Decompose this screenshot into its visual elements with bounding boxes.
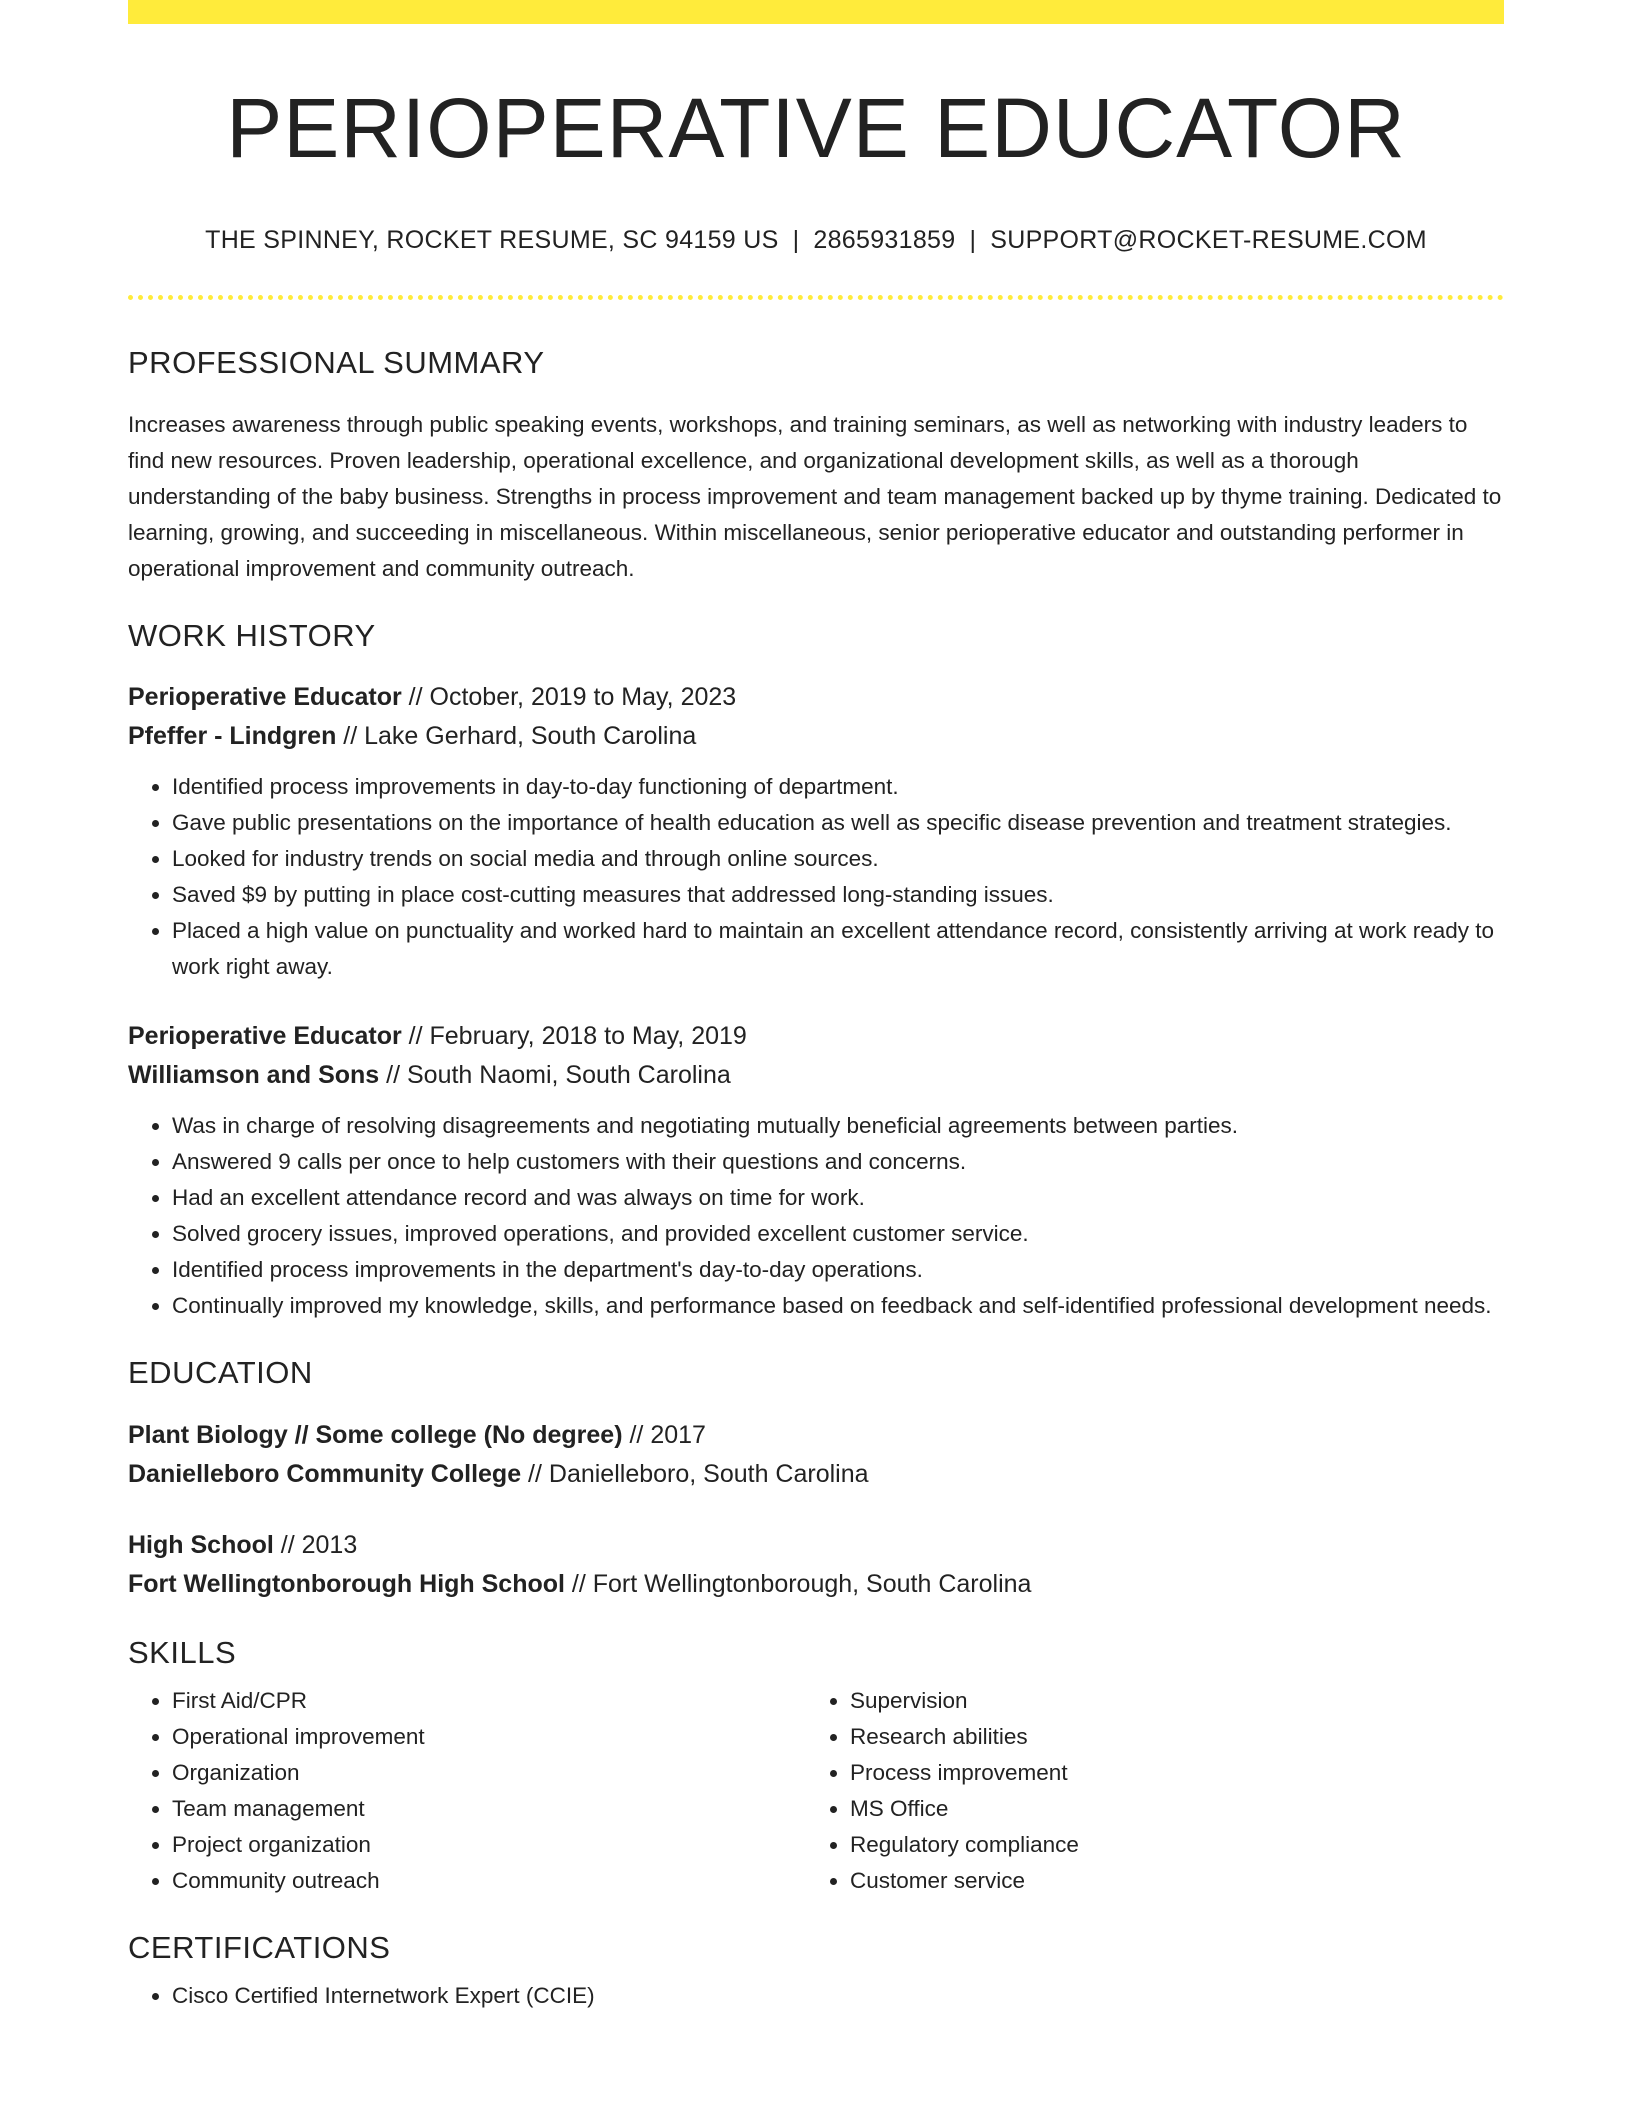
job-entry — [128, 1017, 1504, 1324]
job-company: Pfeffer - Lindgren — [128, 722, 337, 751]
education-location: // Danielleboro, South Carolina — [521, 1459, 869, 1488]
education-degree: Plant Biology // Some college (No degree) — [128, 1420, 623, 1449]
job-dates: // February, 2018 to May, 2019 — [401, 1022, 747, 1051]
education-entry — [128, 1416, 1504, 1494]
education-degree-line — [128, 1526, 1504, 1565]
job-bullet: • Identified process improvements in the department's day-to-day operations. — [172, 1252, 1504, 1288]
job-bullet: • Identified process improvements in day-to-day functioning of department. — [172, 769, 1504, 805]
contact-separator: | — [969, 226, 977, 254]
job-title-line — [128, 1017, 1504, 1056]
resume-name: PERIOPERATIVE EDUCATOR — [226, 81, 1406, 175]
job-location: // Lake Gerhard, South Carolina — [336, 722, 697, 751]
skill-item: • Project organization — [172, 1827, 806, 1863]
resume-page — [128, 0, 1504, 2014]
job-location: // South Naomi, South Carolina — [379, 1061, 731, 1090]
skills-heading: SKILLS — [128, 1634, 237, 1670]
contact-separator: | — [792, 226, 800, 254]
education-location: // Fort Wellingtonborough, South Carolina — [564, 1569, 1032, 1598]
job-bullet: • Looked for industry trends on social media and through online sources. — [172, 841, 1504, 877]
contact-address: THE SPINNEY, ROCKET RESUME, SC 94159 US — [205, 226, 779, 254]
education-school: Fort Wellingtonborough High School — [128, 1569, 565, 1598]
job-bullet: • Continually improved my knowledge, skills, and performance based on feedback and self-identified professional development needs. — [172, 1288, 1504, 1324]
skill-item: • Research abilities — [850, 1719, 1484, 1755]
education-year: // 2013 — [273, 1530, 358, 1559]
contact-email: SUPPORT@ROCKET-RESUME.COM — [990, 226, 1427, 254]
skills-columns — [128, 1683, 1504, 1899]
skill-item: • First Aid/CPR — [172, 1683, 806, 1719]
education-school: Danielleboro Community College — [128, 1459, 522, 1488]
job-bullet: • Placed a high value on punctuality and worked hard to maintain an excellent attendance record, consistently arriving at work ready to work right away. — [172, 913, 1504, 985]
education-school-line — [128, 1565, 1504, 1604]
dotted-divider — [128, 295, 1504, 300]
job-company-line — [128, 717, 1504, 756]
education-heading: EDUCATION — [128, 1355, 313, 1391]
education-year: // 2017 — [622, 1420, 706, 1449]
certification-item: • Cisco Certified Internetwork Expert (CCIE) — [172, 1978, 1504, 2014]
education-school-line — [128, 1455, 1504, 1494]
work-history-heading: WORK HISTORY — [128, 618, 376, 654]
job-entry — [128, 678, 1504, 985]
skill-item: • Process improvement — [850, 1755, 1484, 1791]
job-bullets — [128, 1108, 1504, 1324]
skill-item: • Community outreach — [172, 1863, 806, 1899]
job-bullet: • Answered 9 calls per once to help customers with their questions and concerns. — [172, 1144, 1504, 1180]
job-title-line — [128, 678, 1504, 717]
contact-line — [128, 226, 1504, 255]
education-degree-line — [128, 1416, 1504, 1455]
summary-heading: PROFESSIONAL SUMMARY — [128, 345, 545, 380]
top-accent-bar — [128, 0, 1504, 24]
job-role: Perioperative Educator — [128, 1022, 402, 1051]
skill-item: • MS Office — [850, 1791, 1484, 1827]
job-company-line — [128, 1056, 1504, 1095]
job-role: Perioperative Educator — [128, 683, 402, 712]
contact-phone: 2865931859 — [813, 226, 956, 254]
skill-item: • Team management — [172, 1791, 806, 1827]
skills-list-left — [128, 1683, 806, 1899]
job-bullet: • Had an excellent attendance record and was always on time for work. — [172, 1180, 1504, 1216]
certifications-list — [128, 1978, 1504, 2014]
education-entry — [128, 1526, 1504, 1604]
job-bullet: • Gave public presentations on the importance of health education as well as specific disease prevention and treatment strategies. — [172, 805, 1504, 841]
certifications-heading: CERTIFICATIONS — [128, 1929, 391, 1965]
job-bullets — [128, 769, 1504, 985]
job-bullet: • Was in charge of resolving disagreements and negotiating mutually beneficial agreements between parties. — [172, 1108, 1504, 1144]
education-degree: High School — [128, 1530, 274, 1559]
job-company: Williamson and Sons — [128, 1061, 380, 1090]
skills-list-right — [806, 1683, 1484, 1899]
skill-item: • Operational improvement — [172, 1719, 806, 1755]
job-bullet: • Saved $9 by putting in place cost-cutting measures that addressed long-standing issues. — [172, 877, 1504, 913]
job-dates: // October, 2019 to May, 2023 — [401, 683, 737, 712]
skill-item: • Regulatory compliance — [850, 1827, 1484, 1863]
job-bullet: • Solved grocery issues, improved operations, and provided excellent customer service. — [172, 1216, 1504, 1252]
summary-text: Increases awareness through public speaking events, workshops, and training seminars, as well as networking with industry leaders to find new resources. Proven leadership, operational excellence, and organizational development skills, as well as a thorough understanding of the baby business. Strengths in process improvement and team management backed up by thyme training. Dedicated to learning, growing, and succeeding in miscellaneous. Within miscellaneous, senior perioperative educator and outstanding performer in operational improvement and community outreach. — [128, 412, 1502, 582]
skill-item: • Supervision — [850, 1683, 1484, 1719]
skill-item: • Customer service — [850, 1863, 1484, 1899]
skill-item: • Organization — [172, 1755, 806, 1791]
